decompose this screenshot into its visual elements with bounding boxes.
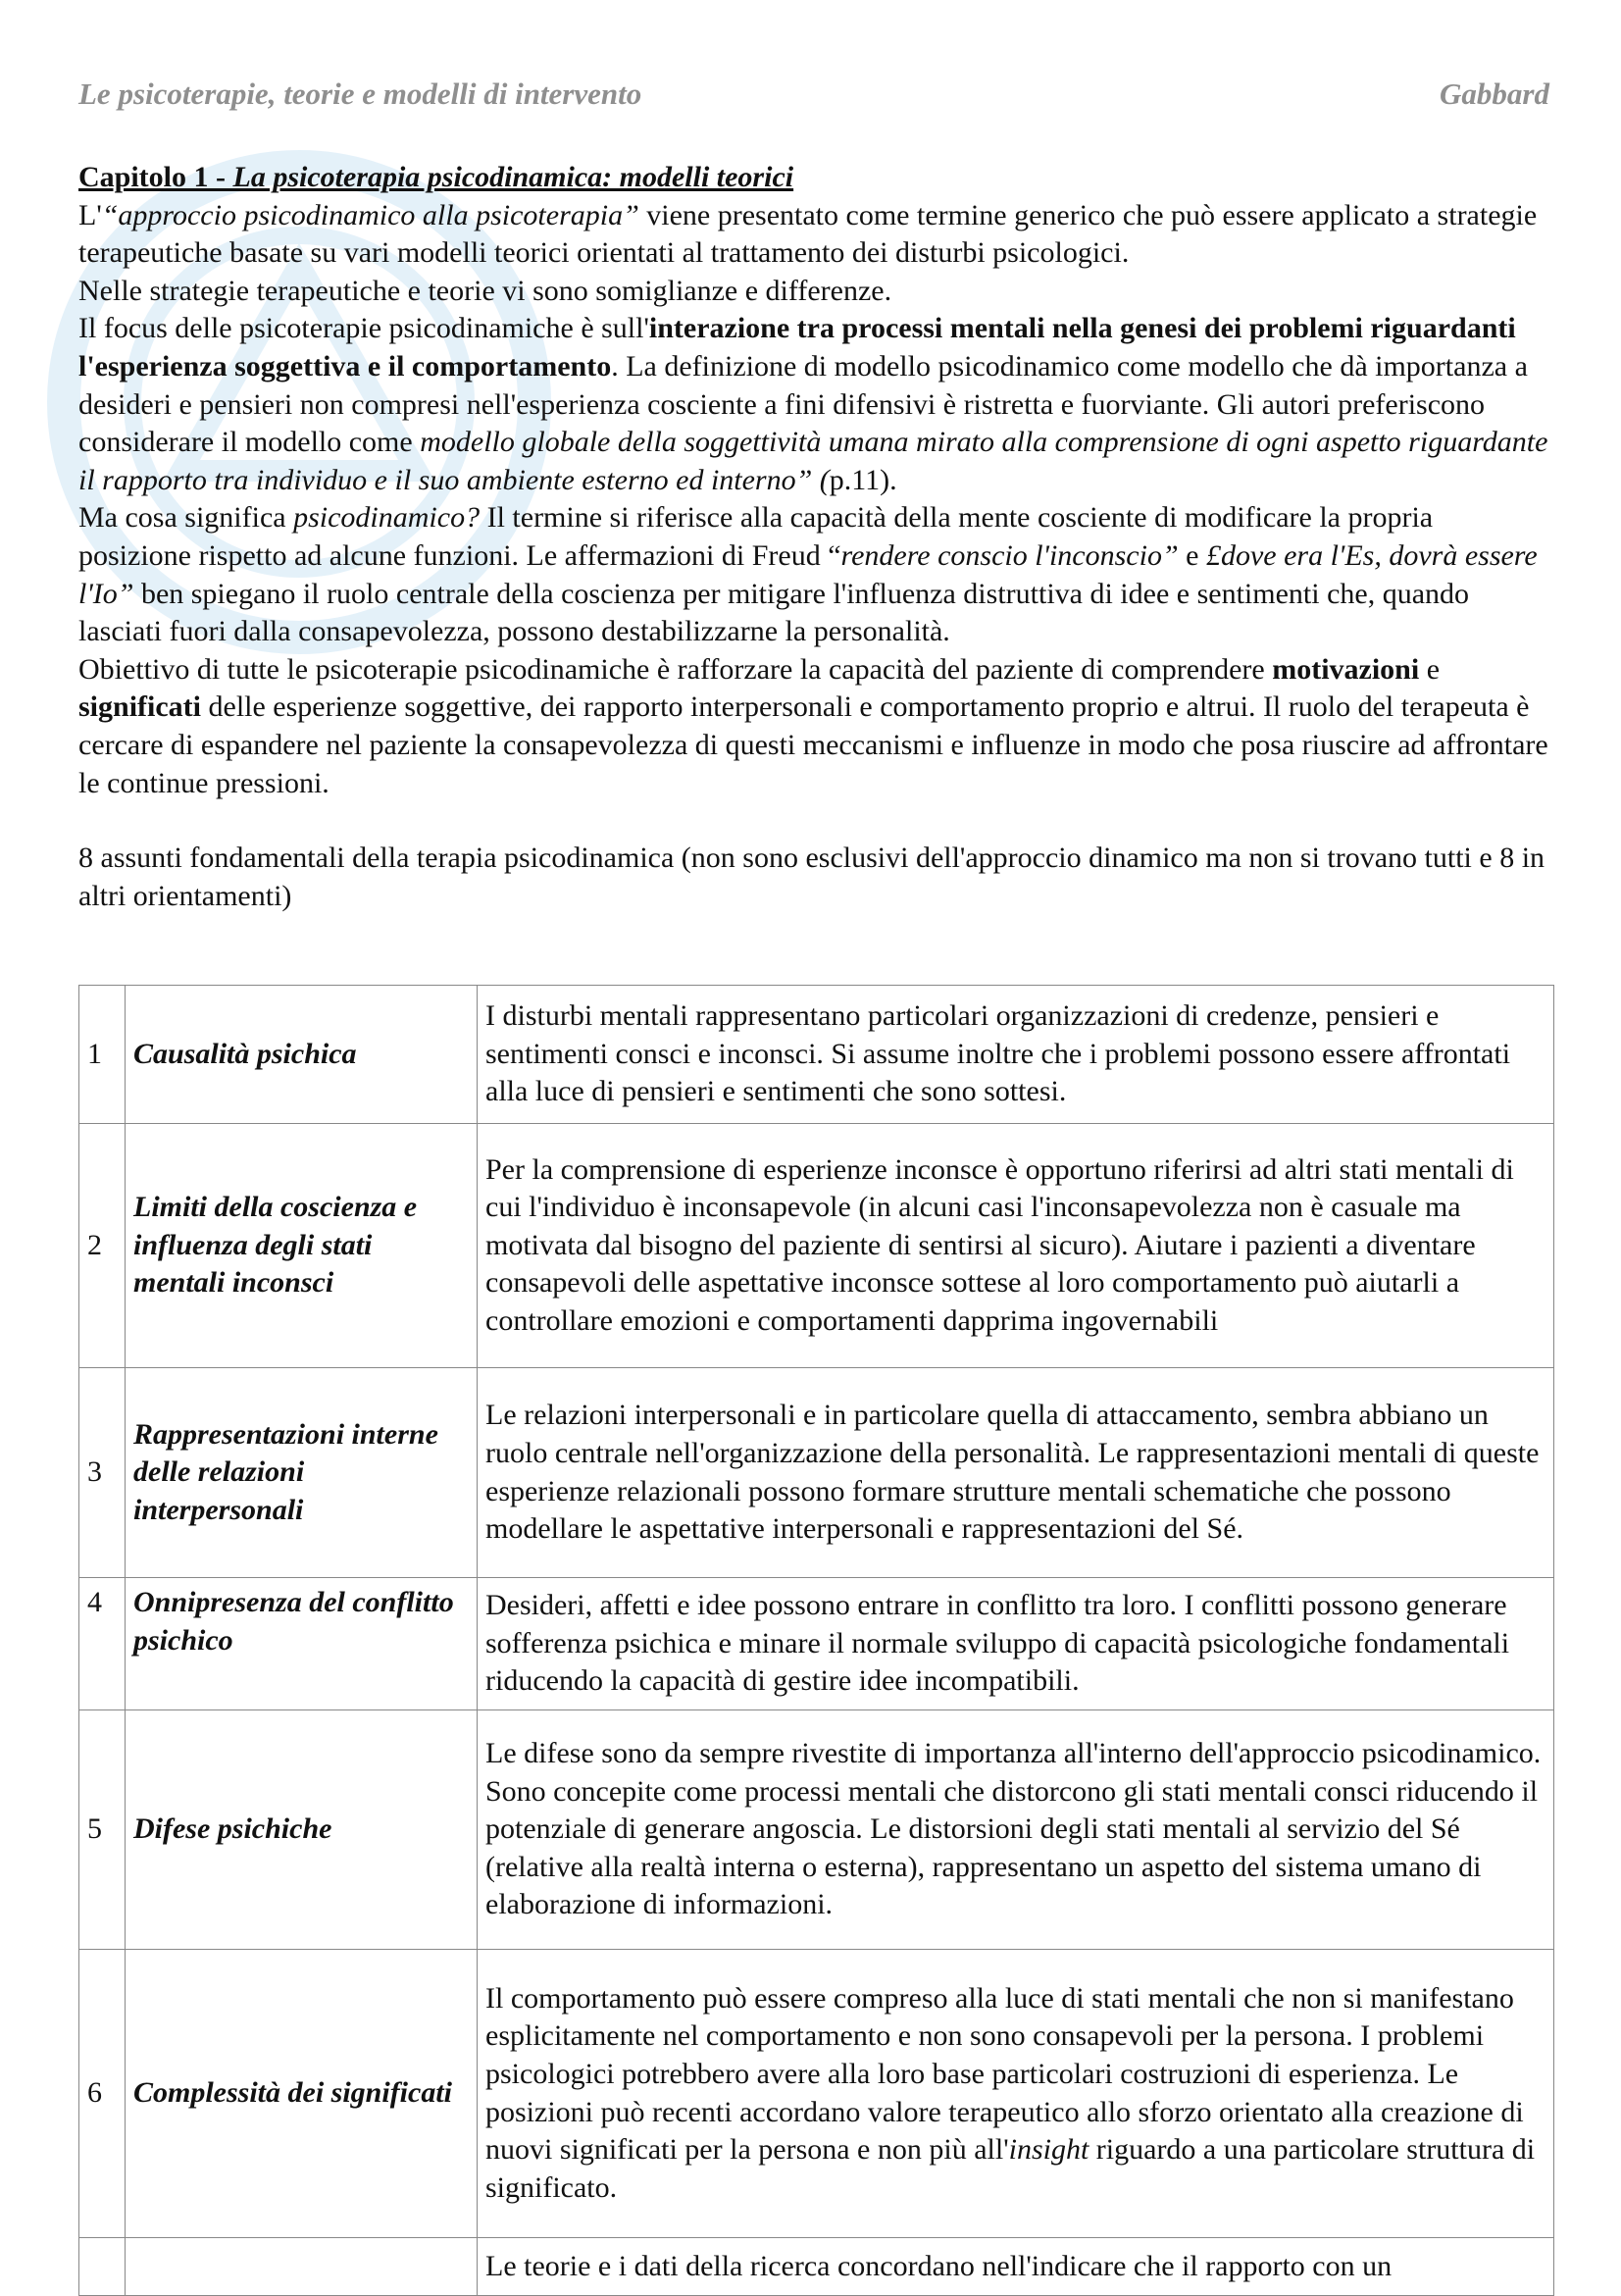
row-description: Le teorie e i dati della ricerca concordano nell'indicare che il rapporto con un	[478, 2238, 1554, 2296]
row-description: Le difese sono da sempre rivestite di importanza all'interno dell'approccio psicodinamico. Sono concepite come processi mentali che distorcono gli stati mentali consci riducendo il potenziale di generare angoscia. Le distorsioni degli stati mentali al servizio del Sé (relative alla realtà interna o esterna), rappresentano un aspetto del sistema umano di elaborazione di informazioni.	[478, 1710, 1554, 1950]
header-author: Gabbard	[1440, 77, 1549, 111]
table-row	[79, 986, 1554, 1124]
row-term: Causalità psichica	[126, 986, 478, 1124]
row-description: Desideri, affetti e idee possono entrare in conflitto tra loro. I conflitti possono generare sofferenza psichica e minare il normale sviluppo di capacità psicologiche fondamentali riducendo la capacità di gestire idee incompatibili.	[478, 1578, 1554, 1710]
table-row	[79, 1710, 1554, 1950]
row-number: 3	[79, 1368, 126, 1578]
header-title: Le psicoterapie, teorie e modelli di intervento	[78, 77, 642, 111]
assumptions-table	[78, 985, 1554, 2296]
paragraph-3: Il focus delle psicoterapie psicodinamiche è sull'interazione tra processi mentali nella genesi dei problemi riguardanti l'esperienza soggettiva e il comportamento. La definizione di modello psicodinamico come modello che dà importanza a desideri e pensieri non compresi nell'esperienza cosciente a fini difensivi è ristretta e fuorviante. Gli autori preferiscono considerare il modello come modello globale della soggettività umana mirato alla comprensione di ogni aspetto riguardante il rapporto tra individuo e il suo ambiente esterno ed interno” (p.11).	[78, 312, 1548, 496]
row-number: 6	[79, 1950, 126, 2238]
table-row	[79, 2238, 1554, 2296]
chapter-number: Capitolo 1 -	[78, 161, 233, 193]
row-description: Il comportamento può essere compreso alla luce di stati mentali che non si manifestano esplicitamente nel comportamento e non sono consapevoli per la persona. I problemi psicologici potrebbero avere alla loro base particolari costruzioni di esperienza. Le posizioni può recenti accordano valore terapeutico allo sforzo orientato alla creazione di nuovi significati per la persona e non più all'insight riguardo a una particolare struttura di significato.	[478, 1950, 1554, 2238]
row-term: Limiti della coscienza e influenza degli stati mentali inconsci	[126, 1124, 478, 1368]
row-number: 1	[79, 986, 126, 1124]
row-description: I disturbi mentali rappresentano particolari organizzazioni di credenze, pensieri e sentimenti consci e inconsci. Si assume inoltre che i problemi possono essere affrontati alla luce di pensieri e sentimenti che sono sottesi.	[478, 986, 1554, 1124]
row-term	[126, 2238, 478, 2296]
row-description: Per la comprensione di esperienze inconsce è opportuno riferirsi ad altri stati mentali di cui l'individuo è inconsapevole (in alcuni casi l'inconsapevolezza non è casuale ma motivata dal bisogno del paziente di sentirsi al sicuro). Aiutare i pazienti a diventare consapevoli delle aspettative inconsce sottese al loro comportamento può aiutarli a controllare emozioni e comportamenti dapprima ingovernabili	[478, 1124, 1554, 1368]
row-term: Complessità dei significati	[126, 1950, 478, 2238]
paragraph-1: L'“approccio psicodinamico alla psicoterapia” viene presentato come termine generico che può essere applicato a strategie terapeutiche basate su vari modelli teorici orientati al trattamento dei disturbi psicologici.	[78, 198, 1538, 270]
table-row	[79, 1950, 1554, 2238]
paragraph-6: 8 assunti fondamentali della terapia psicodinamica (non sono esclusivi dell'approccio dinamico ma non si trovano tutti e 8 in altri orientamenti)	[78, 842, 1545, 912]
row-description: Le relazioni interpersonali e in particolare quella di attaccamento, sembra abbiano un ruolo centrale nell'organizzazione della personalità. Le rappresentazioni mentali di queste esperienze relazionali possono formare strutture mentali schematiche che possono modellare le aspettative interpersonali e rappresentazioni del Sé.	[478, 1368, 1554, 1578]
paragraph-4: Ma cosa significa psicodinamico? Il termine si riferisce alla capacità della mente cosciente di modificare la propria posizione rispetto ad alcune funzioni. Le affermazioni di Freud “rendere conscio l'inconscio” e £dove era l'Es, dovrà essere l'Io” ben spiegano il ruolo centrale della coscienza per mitigare l'influenza distruttiva di idee e sentimenti che, quando lasciati fuori dalla consapevolezza, possono destabilizzarne la personalità.	[78, 501, 1538, 648]
paragraph-2: Nelle strategie terapeutiche e teorie vi sono somiglianze e differenze.	[78, 274, 892, 307]
paragraph-5: Obiettivo di tutte le psicoterapie psicodinamiche è rafforzare la capacità del paziente di comprendere motivazioni e significati delle esperienze soggettive, dei rapporto interpersonali e comportamento proprio e altrui. Il ruolo del terapeuta è cercare di espandere nel paziente la consapevolezza di questi meccanismi e influenze in modo che posa riuscire ad affrontare le continue pressioni.	[78, 652, 1548, 799]
row-term: Difese psichiche	[126, 1710, 478, 1950]
table-row	[79, 1368, 1554, 1578]
row-number	[79, 2238, 126, 2296]
row-number: 5	[79, 1710, 126, 1950]
row-term: Onnipresenza del conflitto psichico	[126, 1578, 478, 1710]
table-row	[79, 1578, 1554, 1710]
row-number: 2	[79, 1124, 126, 1368]
row-number: 4	[79, 1578, 126, 1710]
chapter-title: La psicoterapia psicodinamica: modelli teorici	[232, 161, 794, 193]
row-term: Rappresentazioni interne delle relazioni interpersonali	[126, 1368, 478, 1578]
table-row	[79, 1124, 1554, 1368]
chapter-heading	[78, 159, 1549, 197]
body-text	[78, 159, 1549, 915]
